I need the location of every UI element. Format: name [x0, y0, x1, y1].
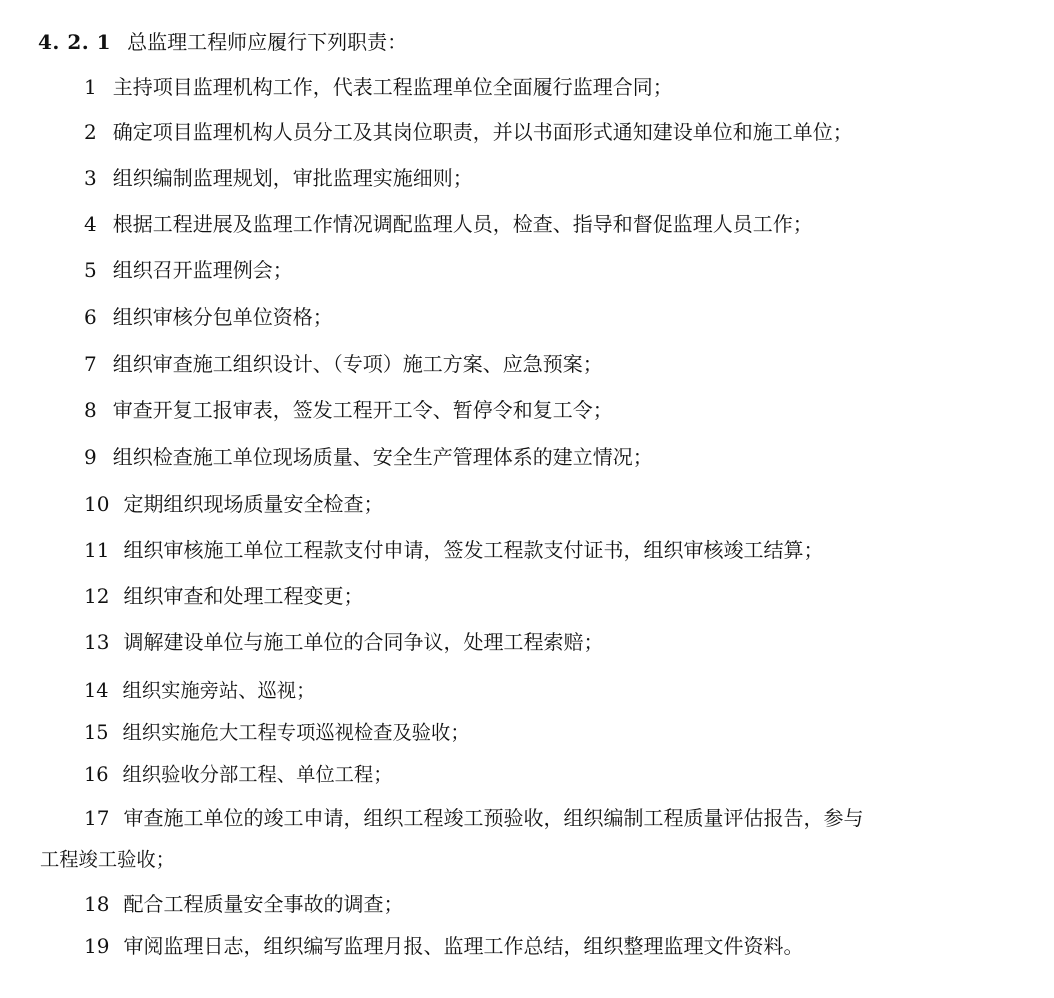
list-item [84, 255, 293, 285]
list-item [84, 718, 470, 748]
item-text: 组织审查施工组织设计、（专项）施工方案、应急预案； [112, 352, 603, 376]
section-title: 总监理工程师应履行下列职责： [127, 30, 408, 54]
list-item [84, 535, 823, 565]
item-text: 调解建设单位与施工单位的合同争议，处理工程索赔； [123, 630, 604, 654]
item-text: 组织审查和处理工程变更； [123, 584, 364, 608]
item-number: 13 [84, 630, 110, 654]
item-text: 组织检查施工单位现场质量、安全生产管理体系的建立情况； [112, 445, 653, 469]
list-item [84, 442, 653, 472]
item-number: 16 [84, 763, 109, 786]
list-item [84, 209, 813, 239]
item-text: 根据工程进展及监理工作情况调配监理人员，检查、指导和督促监理人员工作； [112, 212, 813, 236]
list-item [84, 889, 403, 919]
list-item [84, 676, 315, 706]
item-number: 2 [84, 120, 97, 144]
item-number: 17 [84, 806, 110, 830]
section-number: 4. 2. 1 [38, 30, 112, 54]
item-text: 定期组织现场质量安全检查； [123, 492, 384, 516]
list-item [84, 72, 673, 102]
item-number: 11 [84, 538, 110, 562]
list-item [84, 803, 863, 833]
item-number: 7 [84, 352, 97, 376]
item-number: 14 [84, 679, 109, 702]
list-item [84, 581, 363, 611]
list-item [84, 349, 603, 379]
item-text: 组织实施危大工程专项巡视检查及验收； [122, 721, 470, 744]
item-text: 审查施工单位的竣工申请，组织工程竣工预验收，组织编制工程质量评估报告，参与 [123, 806, 864, 830]
item-text: 组织验收分部工程、单位工程； [122, 763, 393, 786]
item-text: 审查开复工报审表，签发工程开工令、暂停令和复工令； [112, 398, 613, 422]
item-number: 3 [84, 166, 97, 190]
item-text: 组织编制监理规划，审批监理实施细则； [112, 166, 473, 190]
item-number: 18 [84, 892, 110, 916]
item-number: 6 [84, 305, 97, 329]
item-text: 组织召开监理例会； [112, 258, 293, 282]
item-number: 10 [84, 492, 110, 516]
item-text: 组织实施旁站、巡视； [122, 679, 316, 702]
item-text: 确定项目监理机构人员分工及其岗位职责，并以书面形式通知建设单位和施工单位； [112, 120, 853, 144]
item-number: 12 [84, 584, 110, 608]
list-item [84, 117, 853, 147]
list-item [84, 931, 803, 961]
list-item [84, 760, 392, 790]
item-text: 审阅监理日志，组织编写监理月报、监理工作总结，组织整理监理文件资料。 [123, 934, 804, 958]
section-heading [38, 27, 407, 57]
item-text: 主持项目监理机构工作，代表工程监理单位全面履行监理合同； [112, 75, 673, 99]
list-item [84, 302, 333, 332]
item-number: 4 [84, 212, 97, 236]
item-number: 15 [84, 721, 109, 744]
list-item [84, 163, 473, 193]
item-text: 配合工程质量安全事故的调查； [123, 892, 404, 916]
item-text: 组织审核分包单位资格； [112, 305, 333, 329]
item-number: 5 [84, 258, 97, 282]
list-item [84, 489, 383, 519]
item-number: 9 [84, 445, 97, 469]
list-item [84, 627, 603, 657]
list-item-continuation: 工程竣工验收； [40, 848, 175, 871]
item-number: 1 [84, 75, 97, 99]
item-number: 8 [84, 398, 97, 422]
item-text: 组织审核施工单位工程款支付申请，签发工程款支付证书，组织审核竣工结算； [123, 538, 824, 562]
item-number: 19 [84, 934, 110, 958]
list-item [84, 395, 613, 425]
